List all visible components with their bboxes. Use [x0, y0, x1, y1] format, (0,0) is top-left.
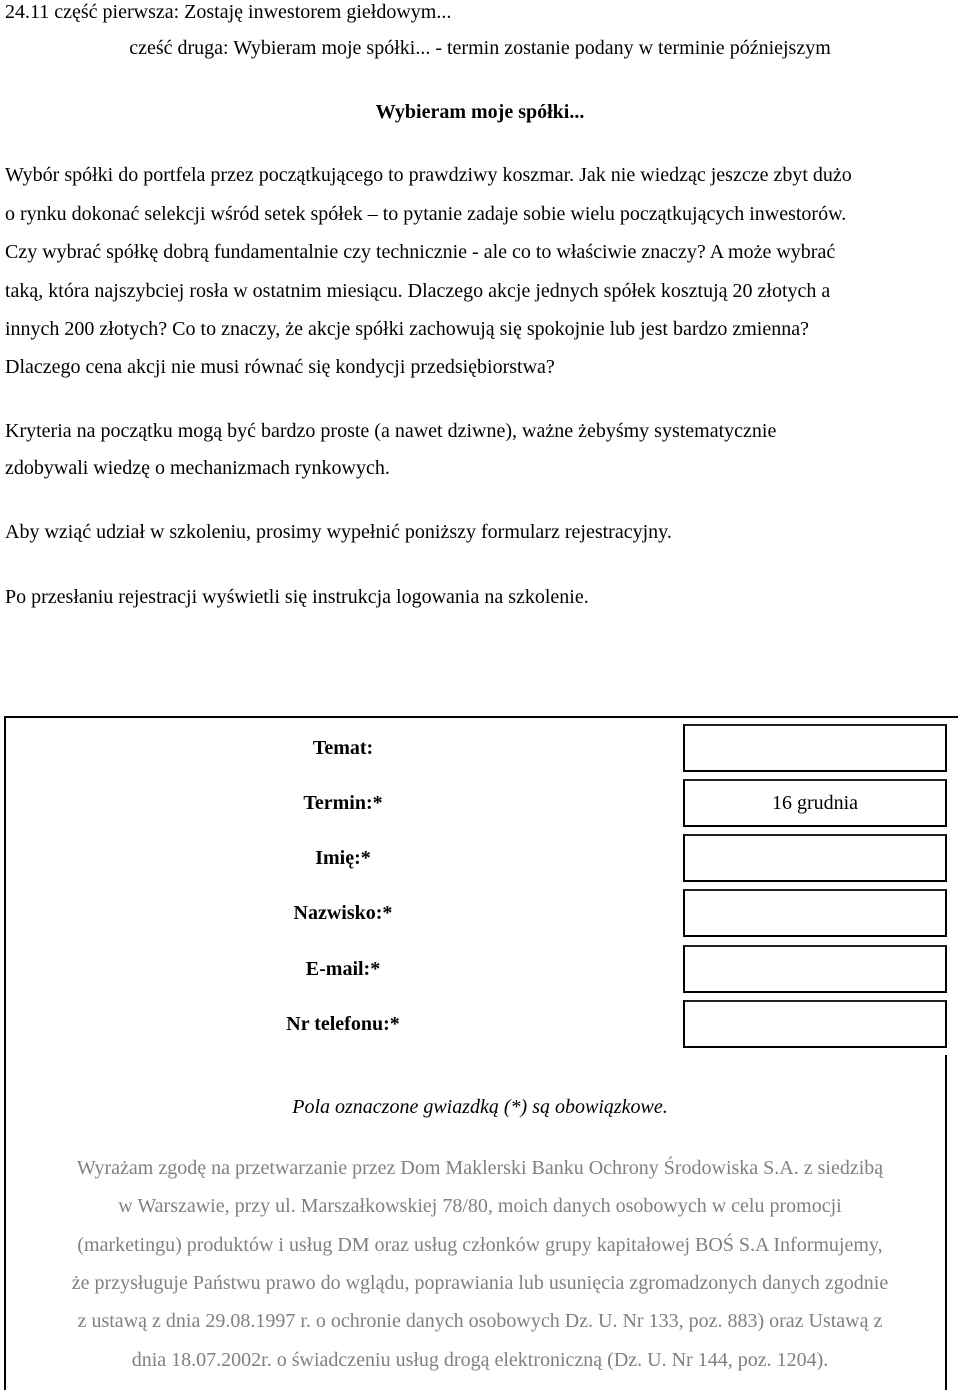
- intro-line: o rynku dokonać selekcji wśród setek spółek – to pytanie zadaje sobie wielu początkujących inwestorów.: [5, 203, 847, 225]
- date-field[interactable]: [683, 779, 947, 827]
- criteria-line: zdobywali wiedzę o mechanizmach rynkowych.: [5, 457, 390, 479]
- consent-line: Wyrażam zgodę na przetwarzanie przez Dom Maklerski Banku Ochrony Środowiska S.A. z siedzibą: [76, 1157, 884, 1179]
- intro-line: Wybór spółki do portfela przez początkującego to prawdziwy koszmar. Jak nie wiedząc jeszcze zbyt dużo: [5, 164, 852, 186]
- required-fields-note: Pola oznaczone gwiazdką (*) są obowiązkowe.: [292, 1096, 668, 1118]
- intro-line: taką, która najszybciej rosła w ostatnim miesiącu. Dlaczego akcje jednych spółek kosztują 20 złotych a: [5, 280, 831, 302]
- form-frame-top: [4, 716, 958, 718]
- intro-line: Czy wybrać spółkę dobrą fundamentalnie czy technicznie - ale co to właściwie znaczy? A może wybrać: [5, 241, 836, 263]
- phone-field[interactable]: [683, 1000, 947, 1048]
- schedule-line-part-one: 24.11 część pierwsza: Zostaję inwestorem giełdowym...: [5, 1, 452, 23]
- topic-label: Temat:: [312, 737, 374, 759]
- registration-instruction: Aby wziąć udział w szkoleniu, prosimy wypełnić poniższy formularz rejestracyjny.: [5, 521, 672, 543]
- schedule-line-part-two: cześć druga: Wybieram moje spółki... - termin zostanie podany w terminie późniejszym: [129, 37, 831, 59]
- consent-line: dnia 18.07.2002r. o świadczeniu usług drogą elektroniczną (Dz. U. Nr 144, poz. 1204).: [131, 1349, 829, 1371]
- topic-field[interactable]: [683, 724, 947, 772]
- last-name-label: Nazwisko:*: [293, 902, 393, 924]
- page-title: Wybieram moje spółki...: [375, 101, 585, 123]
- last-name-field[interactable]: [683, 889, 947, 937]
- email-label: E-mail:*: [305, 958, 381, 980]
- first-name-label: Imię:*: [315, 847, 371, 869]
- consent-line: (marketingu) produktów i usług DM oraz usług członków grupy kapitałowej BOŚ S.A Informujemy,: [77, 1234, 883, 1256]
- email-field[interactable]: [683, 945, 947, 993]
- phone-label: Nr telefonu:*: [286, 1013, 400, 1035]
- date-label: Termin:*: [303, 792, 383, 814]
- criteria-line: Kryteria na początku mogą być bardzo proste (a nawet dziwne), ważne żebyśmy systematycznie: [5, 420, 777, 442]
- consent-line: że przysługuje Państwu prawo do wglądu, poprawiania lub usunięcia zgromadzonych danych zgodnie: [71, 1272, 889, 1294]
- consent-line: w Warszawie, przy ul. Marszałkowskiej 78/80, moich danych osobowych w celu promocji: [118, 1195, 842, 1217]
- first-name-field[interactable]: [683, 834, 947, 882]
- login-instruction: Po przesłaniu rejestracji wyświetli się instrukcja logowania na szkolenie.: [5, 586, 589, 608]
- consent-line: z ustawą z dnia 29.08.1997 r. o ochronie danych osobowych Dz. U. Nr 133, poz. 883) oraz Ustawą z: [77, 1310, 883, 1332]
- intro-line: innych 200 złotych? Co to znaczy, że akcje spółki zachowują się spokojnie lub jest bardzo zmienna?: [5, 318, 809, 340]
- intro-line: Dlaczego cena akcji nie musi równać się kondycji przedsiębiorstwa?: [5, 356, 555, 378]
